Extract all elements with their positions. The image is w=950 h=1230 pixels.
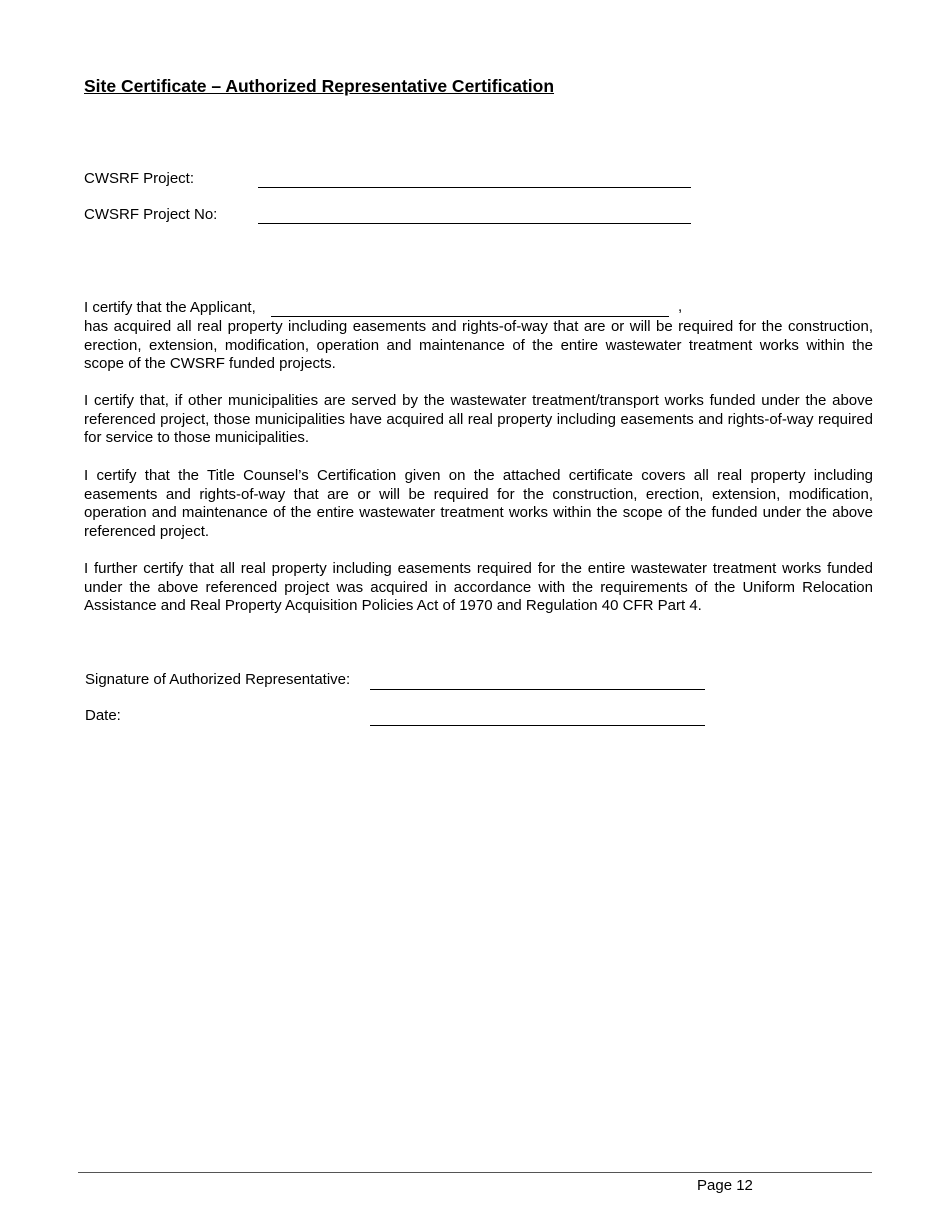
page-number: Page 12 [697, 1177, 753, 1194]
document-title: Site Certificate – Authorized Representative Certification [84, 76, 555, 96]
applicant-name-field[interactable] [271, 316, 669, 317]
cwsrf-project-field[interactable] [258, 187, 691, 188]
cwsrf-project-no-label: CWSRF Project No: [84, 206, 218, 223]
signature-field[interactable] [370, 689, 705, 690]
certification-paragraph-1: has acquired all real property including easements and rights-of-way that are or will be required for the construction, erection, extension, modification, operation and maintenance of the entire wastewater treatment works within the scope of the CWSRF funded projects. [84, 318, 873, 373]
certification-paragraph-3: I certify that the Title Counsel’s Certification given on the attached certificate covers all real property including easements and rights-of-way that are or will be required for the construction, erection, extension, modification, operation and maintenance of the entire wastewater treatment works within the scope of the funded under the above referenced project. [84, 467, 873, 541]
footer-divider [78, 1172, 872, 1173]
certification-paragraph-2: I certify that, if other municipalities are served by the wastewater treatment/transport works funded under the above referenced project, those municipalities have acquired all real property including easements and rights-of-way required for service to those municipalities. [84, 392, 873, 447]
date-field[interactable] [370, 725, 705, 726]
applicant-comma: , [678, 298, 683, 315]
date-label: Date: [85, 707, 121, 724]
cwsrf-project-no-field[interactable] [258, 223, 691, 224]
certification-paragraph-4: I further certify that all real property including easements required for the entire wastewater treatment works funded under the above referenced project was acquired in accordance with the requirements of the Uniform Relocation Assistance and Real Property Acquisition Policies Act of 1970 and Regulation 40 CFR Part 4. [84, 560, 873, 615]
applicant-intro-text: I certify that the Applicant, [84, 299, 256, 316]
cwsrf-project-label: CWSRF Project: [84, 170, 195, 187]
signature-label: Signature of Authorized Representative: [85, 671, 351, 688]
